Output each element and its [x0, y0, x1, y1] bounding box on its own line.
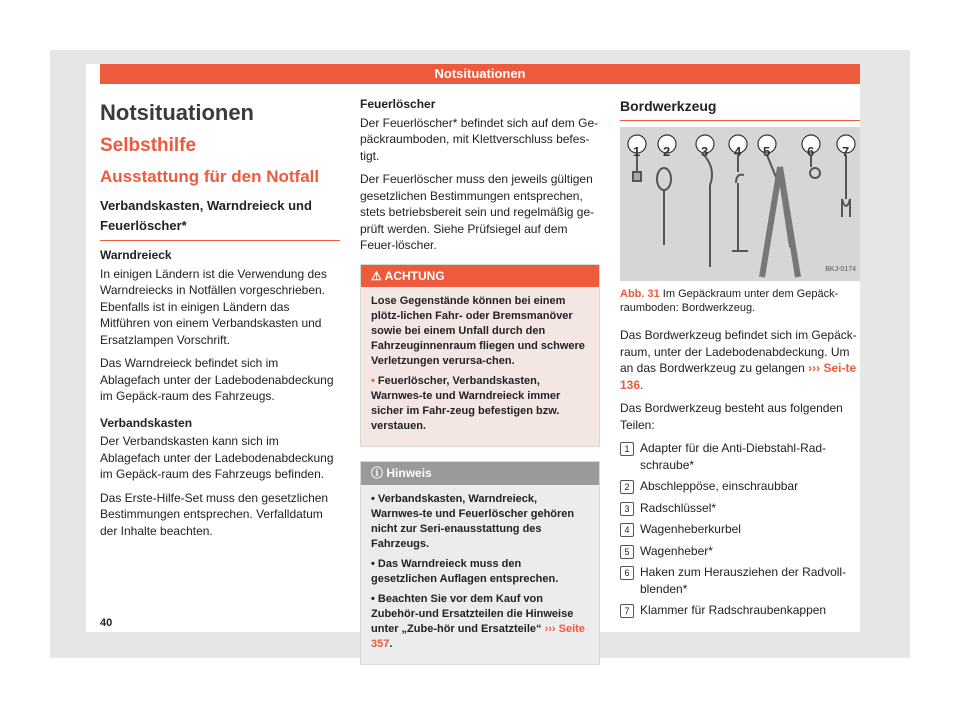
warning-bullet-text: Feuerlöscher, Verbandskasten, Warnwes-te und Warndreieck immer sicher im Fahr-zeug befestigen bzw. verstauen. [371, 375, 561, 432]
list-item [620, 478, 860, 495]
paragraph [620, 327, 860, 393]
warning-bullet [371, 374, 589, 434]
section-title: Selbsthilfe [100, 135, 197, 156]
note-bullet-text: Beachten Sie vor dem Kauf von Zubehör-und Ersatzteilen die Hinweise unter „Zube-hör und Ersatzteile“ [371, 592, 574, 635]
callout-number: 5 [763, 144, 771, 159]
page-number: 40 [100, 617, 113, 629]
warning-header [361, 265, 599, 288]
chapter-title: Notsituationen [100, 100, 254, 125]
subsection-title: Ausstattung für den Notfall [100, 167, 320, 186]
callout-number: 2 [663, 144, 671, 159]
page-link[interactable]: ››› Sei-te 136 [620, 361, 857, 392]
left-column [100, 96, 340, 546]
list-item [620, 521, 860, 538]
callout-number: 3 [701, 144, 709, 159]
item-number: 6 [620, 566, 634, 580]
page-link[interactable]: ››› Seite 357 [371, 622, 585, 650]
note-bullet-text: Das Warndreieck muss den gesetzlichen Auflagen entsprechen. [371, 557, 559, 585]
paragraph: Der Feuerlöscher* befindet sich auf dem Ge-päckraumboden, mit Klettverschluss befes-tigt. [360, 115, 599, 163]
warning-label: ACHTUNG [384, 268, 445, 283]
divider [100, 240, 340, 241]
warning-body [361, 287, 599, 446]
paragraph: Das Warndreieck befindet sich im Ablagefach unter der Ladebodenabdeckung im Gepäck-raum des Fahrzeugs. [100, 356, 334, 403]
paragraph: Der Verbandskasten kann sich im Ablagefach unter der Ladebodenabdeckung im Gepäck-raum des Fahrzeugs befinden. [100, 434, 334, 481]
paragraph: Der Feuerlöscher muss den jeweils gültigen gesetzlichen Bestimmungen entsprechen, stets betriebsbereit sein und regelmäßig ge-prüft werden. Siehe Prüfsiegel auf dem Feuer-löscher. [360, 172, 595, 252]
middle-column [360, 96, 600, 665]
figure-code: BKJ-0174 [825, 265, 856, 273]
callout-number: 1 [633, 144, 641, 159]
item-text: Radschlüssel* [640, 500, 717, 515]
figure-caption [620, 287, 860, 315]
item-number: 5 [620, 545, 634, 559]
topic-title: Verbandskasten, Warndreieck und Feuerlöscher* [100, 198, 312, 233]
item-text: Wagenheberkurbel [640, 522, 741, 536]
page-header: Notsituationen [100, 64, 860, 84]
item-number: 4 [620, 523, 634, 537]
punctuation: . [389, 637, 393, 650]
list-item [620, 440, 860, 473]
item-number: 1 [620, 442, 634, 456]
item-text: Adapter für die Anti-Diebstahl-Rad-schraube* [640, 441, 827, 472]
item-number: 2 [620, 480, 634, 494]
verbandskasten-heading: Verbandskasten [100, 415, 193, 430]
paragraph: Das Erste-Hilfe-Set muss den gesetzlichen Bestimmungen entsprechen. Verfalldatum der Inhalte beachten. [100, 490, 329, 538]
bordwerkzeug-title: Bordwerkzeug [620, 98, 717, 114]
warning-box [360, 264, 600, 448]
item-text: Klammer für Radschraubenkappen [640, 603, 827, 617]
item-number: 7 [620, 604, 634, 618]
tool-illustration [620, 127, 860, 281]
intro-text: Das Bordwerkzeug befindet sich im Gepäck-raum, unter der Ladebodenabdeckung. Um an das Bordwerkzeug zu gelangen [620, 328, 857, 375]
warning-triangle-icon: ⚠ [371, 268, 382, 283]
tool-list [620, 440, 860, 619]
note-header [361, 462, 599, 485]
paragraph: In einigen Ländern ist die Verwendung des Warndreiecks in Notfällen vorgeschrieben. Ebenfalls ist in einigen Ländern das Mitführen von einem Verbandskasten und Ersatzlampen Vorschrift. [100, 266, 327, 347]
warndreieck-heading: Warndreieck [100, 248, 172, 262]
feuerloescher-heading: Feuerlöscher [360, 97, 436, 111]
list-item [620, 564, 860, 597]
callout-number: 7 [842, 144, 850, 159]
item-number: 3 [620, 502, 634, 516]
list-item [620, 543, 860, 560]
paragraph: Das Bordwerkzeug besteht aus folgenden Teilen: [620, 401, 843, 432]
list-item [620, 500, 860, 517]
callout-number: 6 [807, 144, 815, 159]
punctuation: . [640, 377, 644, 392]
list-item [620, 602, 860, 619]
right-column [620, 96, 860, 624]
bullet-icon: • [371, 375, 378, 387]
item-text: Wagenheber* [640, 543, 713, 558]
note-body [361, 485, 599, 664]
note-bullet: • Das Warndreieck muss den gesetzlichen Auflagen entsprechen. [371, 557, 559, 585]
warning-text: Lose Gegenstände können bei einem plötz-lichen Fahr- oder Bremsmanöver sowie bei einem Unfall durch den Fahrzeuginnenraum fliegen und schwere Verletzungen verursa-chen. [371, 295, 585, 367]
info-icon: ⓘ [371, 466, 384, 480]
note-bullet: • Beachten Sie vor dem Kauf von Zubehör-und Ersatzteilen die Hinweise unter „Zube-hör und Ersatzteile“ ››› Seite 357. [371, 592, 585, 650]
item-text: Haken zum Herausziehen der Radvoll-blenden* [640, 565, 847, 596]
note-box [360, 461, 600, 665]
note-label: Hinweis [386, 466, 432, 480]
tool-figure [620, 127, 860, 281]
caption-text: Im Gepäckraum unter dem Gepäck-raumboden: Bordwerkzeug. [620, 288, 839, 314]
caption-label: Abb. 31 [620, 288, 660, 300]
divider [620, 120, 860, 121]
callout-number: 4 [734, 144, 742, 159]
note-bullet: • Verbandskasten, Warndreieck, Warnwes-te und Feuerlöscher gehören nicht zur Seri-enausstattung des Fahrzeugs. [371, 492, 575, 550]
item-text: Abschleppöse, einschraubbar [640, 479, 799, 493]
note-bullet-text: Verbandskasten, Warndreieck, Warnwes-te und Feuerlöscher gehören nicht zur Seri-enausstattung des Fahrzeugs. [371, 492, 575, 550]
